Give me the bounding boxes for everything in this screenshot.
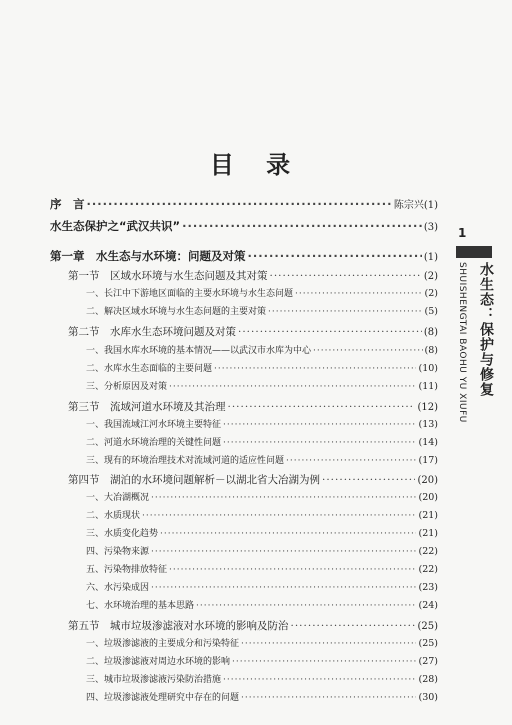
- toc-entry-label: 第三节 流域河道水环境及其治理: [68, 401, 226, 413]
- toc-entry-label: 序 言: [50, 197, 85, 211]
- toc-entry[interactable]: [50, 361, 438, 374]
- toc-entry-label: 三、现有的环境治理技术对流域河道的适应性问题: [86, 456, 285, 466]
- toc-leader-dots: [228, 401, 416, 413]
- toc-entry[interactable]: [50, 286, 438, 299]
- toc-entry[interactable]: [50, 304, 438, 317]
- toc-entry[interactable]: [50, 690, 438, 703]
- toc-entry[interactable]: [50, 490, 438, 503]
- toc-entry[interactable]: [50, 672, 438, 685]
- toc-entry-label: 七、水环境治理的基本思路: [86, 601, 195, 611]
- toc-entry-page: (27): [418, 656, 438, 667]
- toc-entry-label: 一、长江中下游地区面临的主要水环境与水生态问题: [86, 289, 294, 299]
- toc-entry-label: 四、垃圾渗滤液处理研究中存在的问题: [86, 693, 240, 703]
- toc-leader-dots: [322, 474, 415, 486]
- toc-entry-label: 五、污染物排放特征: [86, 565, 168, 575]
- side-chapter-number: 1: [458, 226, 467, 240]
- toc-entry-page: (22): [418, 564, 438, 575]
- toc-leader-dots: [295, 289, 423, 299]
- side-book-pinyin: SHUISHENGTAI BAOHU YU XIUFU: [457, 262, 467, 423]
- toc-leader-dots: [223, 675, 416, 685]
- toc-entry[interactable]: [50, 379, 438, 392]
- toc-leader-dots: [223, 438, 416, 448]
- toc-leader-dots: [169, 565, 416, 575]
- toc-entry[interactable]: [50, 218, 438, 234]
- toc-entry-page: (25): [417, 621, 438, 632]
- toc-entry-label: 第五节 城市垃圾渗滤液对水环境的影响及防治: [68, 620, 289, 632]
- toc-entry-label: 二、水质现状: [86, 511, 141, 521]
- toc-entry-label: 水生态保护之“武汉共识”: [50, 219, 181, 233]
- toc-entry-page: (8): [423, 327, 438, 338]
- toc-entry-page: (3): [423, 222, 438, 233]
- toc-entry[interactable]: [50, 453, 438, 466]
- toc-entry-page: 陈宗兴(1): [393, 200, 438, 211]
- toc-entry-page: (20): [418, 492, 438, 503]
- toc-leader-dots: [248, 249, 422, 263]
- toc-entry-page: (22): [418, 546, 438, 557]
- toc-entry-label: 三、水质变化趋势: [86, 529, 159, 539]
- toc-entry-label: 第一节 区域水环境与水生态问题及其对策: [68, 270, 268, 282]
- toc-leader-dots: [87, 197, 392, 211]
- toc-entry-label: 第一章 水生态与水环境：问题及对策: [50, 249, 246, 263]
- toc-entry[interactable]: [50, 636, 438, 649]
- toc-entry-page: (25): [418, 638, 438, 649]
- toc-entry[interactable]: [50, 472, 438, 487]
- toc-entry-label: 三、城市垃圾渗滤液污染防治措施: [86, 675, 222, 685]
- side-book-title: 水生态：保护与修复: [478, 262, 494, 397]
- toc-entry-label: 一、垃圾渗滤液的主要成分和污染特征: [86, 639, 240, 649]
- toc-entry[interactable]: [50, 196, 438, 212]
- toc-entry-page: (11): [418, 381, 438, 392]
- toc-entry-label: 一、我国流域江河水环境主要特征: [86, 420, 222, 430]
- toc-entry-page: (13): [418, 419, 438, 430]
- toc-entry-page: (8): [424, 345, 438, 356]
- toc-entry-page: (28): [418, 674, 438, 685]
- toc-leader-dots: [151, 493, 416, 503]
- toc-entry-label: 六、水污染成因: [86, 583, 150, 593]
- toc-leader-dots: [151, 547, 416, 557]
- toc-entry-page: (21): [418, 528, 438, 539]
- side-chapter-bar: [456, 246, 492, 258]
- toc-entry[interactable]: [50, 654, 438, 667]
- toc-leader-dots: [238, 326, 422, 338]
- toc-leader-dots: [214, 364, 416, 374]
- toc-entry[interactable]: [50, 598, 438, 611]
- toc-entry-page: (2): [424, 288, 438, 299]
- toc-entry-page: (14): [418, 437, 438, 448]
- toc-entry-page: (5): [424, 306, 438, 317]
- toc-entry-page: (23): [418, 582, 438, 593]
- toc-entry[interactable]: [50, 268, 438, 283]
- toc-entry[interactable]: [50, 343, 438, 356]
- toc-entry-label: 第二节 水库水生态环境问题及对策: [68, 326, 236, 338]
- toc-entry-page: (21): [418, 510, 438, 521]
- toc-leader-dots: [196, 601, 416, 611]
- toc-entry-label: 一、我国水库水环境的基本情况——以武汉市水库为中心: [86, 346, 312, 356]
- toc-leader-dots: [160, 529, 416, 539]
- toc-entry[interactable]: [50, 544, 438, 557]
- toc-entry-label: 三、分析原因及对策: [86, 382, 168, 392]
- toc-entry[interactable]: [50, 435, 438, 448]
- toc-leader-dots: [232, 657, 416, 667]
- toc-entry-label: 一、大冶湖概况: [86, 493, 150, 503]
- toc-entry[interactable]: [50, 417, 438, 430]
- toc-entry-page: (30): [418, 692, 438, 703]
- toc-leader-dots: [223, 420, 416, 430]
- toc-entry-page: (2): [423, 271, 438, 282]
- toc-entry-page: (12): [417, 402, 438, 413]
- toc-entry[interactable]: [50, 508, 438, 521]
- toc-entry[interactable]: [50, 580, 438, 593]
- toc-leader-dots: [268, 307, 423, 317]
- toc-leader-dots: [241, 693, 416, 703]
- toc-leader-dots: [286, 456, 416, 466]
- toc-leader-dots: [291, 620, 416, 632]
- toc-leader-dots: [151, 583, 416, 593]
- toc-entry[interactable]: [50, 324, 438, 339]
- toc-leader-dots: [241, 639, 416, 649]
- toc-leader-dots: [270, 270, 422, 282]
- toc-entry-label: 四、污染物来源: [86, 547, 150, 557]
- toc-entry-page: (20): [417, 475, 438, 486]
- toc-entry[interactable]: [50, 618, 438, 633]
- toc-entry[interactable]: [50, 399, 438, 414]
- toc-entry-page: (17): [418, 455, 438, 466]
- toc-entry-label: 二、垃圾渗滤液对周边水环境的影响: [86, 657, 231, 667]
- page-title: 目 录: [209, 151, 303, 179]
- toc-entry-page: (24): [418, 600, 438, 611]
- toc-entry-page: (10): [418, 363, 438, 374]
- toc-leader-dots: [313, 346, 423, 356]
- toc-leader-dots: [169, 382, 416, 392]
- toc-entry-label: 二、水库水生态面临的主要问题: [86, 364, 213, 374]
- toc-entry-label: 二、河道水环境治理的关键性问题: [86, 438, 222, 448]
- toc-leader-dots: [182, 219, 422, 233]
- toc-leader-dots: [142, 511, 416, 521]
- toc-entry[interactable]: [50, 562, 438, 575]
- toc-entry-label: 二、解决区域水环境与水生态问题的主要对策: [86, 307, 267, 317]
- toc-entry[interactable]: [50, 526, 438, 539]
- toc-entry-page: (1): [423, 252, 438, 263]
- toc-entry[interactable]: [50, 248, 438, 264]
- toc-entry-label: 第四节 湖泊的水环境问题解析－以湖北省大冶湖为例: [68, 474, 320, 486]
